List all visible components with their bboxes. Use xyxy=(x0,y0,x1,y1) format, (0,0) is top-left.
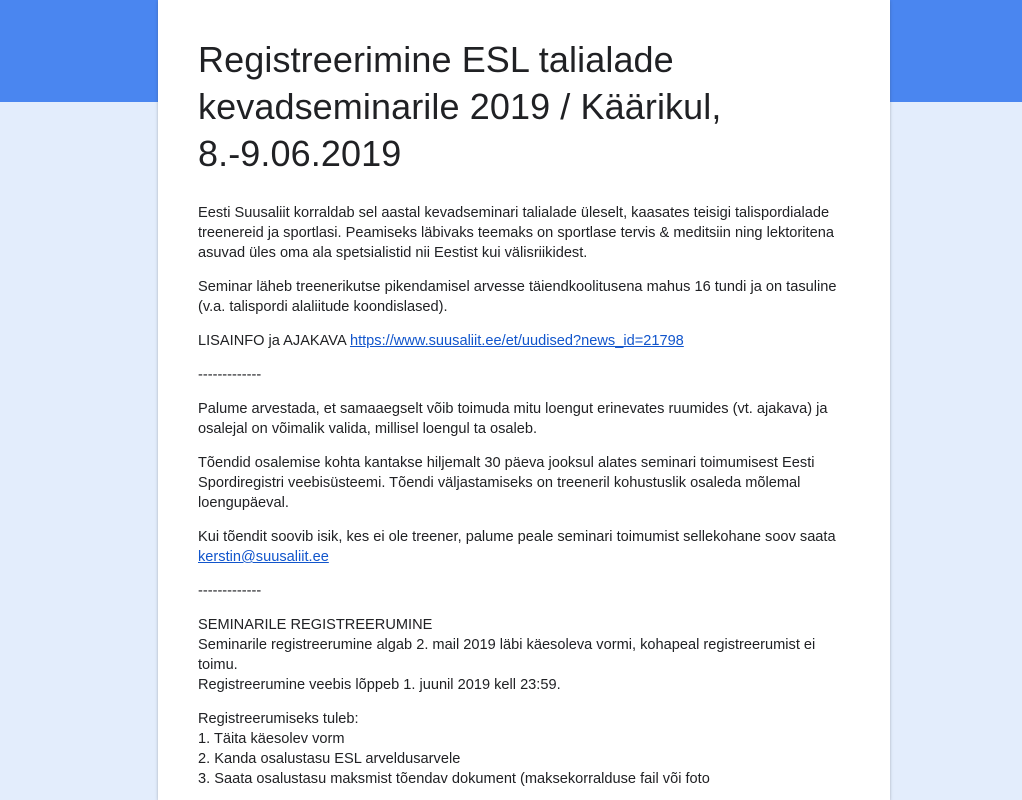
steps-heading: Registreerumiseks tuleb: xyxy=(198,711,359,727)
info-link[interactable]: https://www.suusaliit.ee/et/uudised?news_id=21798 xyxy=(349,333,684,349)
separator: ------------- xyxy=(198,367,262,383)
contact-text: Kui tõendit soovib isik, kes ei ole treener, palume peale seminari toimumist sellekohane soov saata xyxy=(198,529,836,545)
registration-heading: SEMINARILE REGISTREERUMINE xyxy=(198,617,433,633)
info-label: LISAINFO ja AJAKAVA xyxy=(198,333,350,349)
registration-block xyxy=(198,615,850,695)
steps-block xyxy=(198,709,850,789)
registration-text: Seminarile registreerumine algab 2. mail 2019 läbi käesoleva vormi, kohapeal registreerumist ei toimu. xyxy=(198,637,816,673)
form-card xyxy=(158,0,890,800)
registration-deadline: Registreerumine veebis lõppeb 1. juunil 2019 kell 23:59. xyxy=(198,677,561,693)
description-paragraph: Tõendid osalemise kohta kantakse hiljemalt 30 päeva jooksul alates seminari toimumisest Eesti Spordiregistri veebisüsteemi. Tõendi väljastamiseks on treeneril kohustuslik osaleda mõlemal loengupäeval. xyxy=(198,455,815,511)
description-paragraph: Seminar läheb treenerikutse pikendamisel arvesse täiendkoolitusena mahus 16 tundi ja on tasuline (v.a. talispordi alaliitude koondislased). xyxy=(198,279,837,315)
step-item: 3. Saata osalustasu maksmist tõendav dokument (maksekorralduse fail või foto xyxy=(198,771,710,787)
info-line xyxy=(198,331,850,351)
contact-line xyxy=(198,527,850,567)
form-description xyxy=(198,203,850,789)
step-item: 1. Täita käesolev vorm xyxy=(198,731,345,747)
description-paragraph: Palume arvestada, et samaaegselt võib toimuda mitu loengut erinevates ruumides (vt. ajakava) ja osalejal on võimalik valida, millisel loengul ta osaleb. xyxy=(198,401,828,437)
step-item: 2. Kanda osalustasu ESL arveldusarvele xyxy=(198,751,461,767)
form-title: Registreerimine ESL talialade kevadseminarile 2019 / Käärikul, 8.-9.06.2019 xyxy=(198,39,722,174)
email-link[interactable]: kerstin@suusaliit.ee xyxy=(198,549,329,565)
separator: ------------- xyxy=(198,583,262,599)
description-paragraph: Eesti Suusaliit korraldab sel aastal kevadseminari talialade üleselt, kaasates teisigi talispordialade treenereid ja sportlasi. Peamiseks läbivaks teemaks on sportlase tervis & meditsiin ning lektoritena asuvad üles oma ala spetsialistid nii Eestist kui välisriikidest. xyxy=(198,205,834,261)
